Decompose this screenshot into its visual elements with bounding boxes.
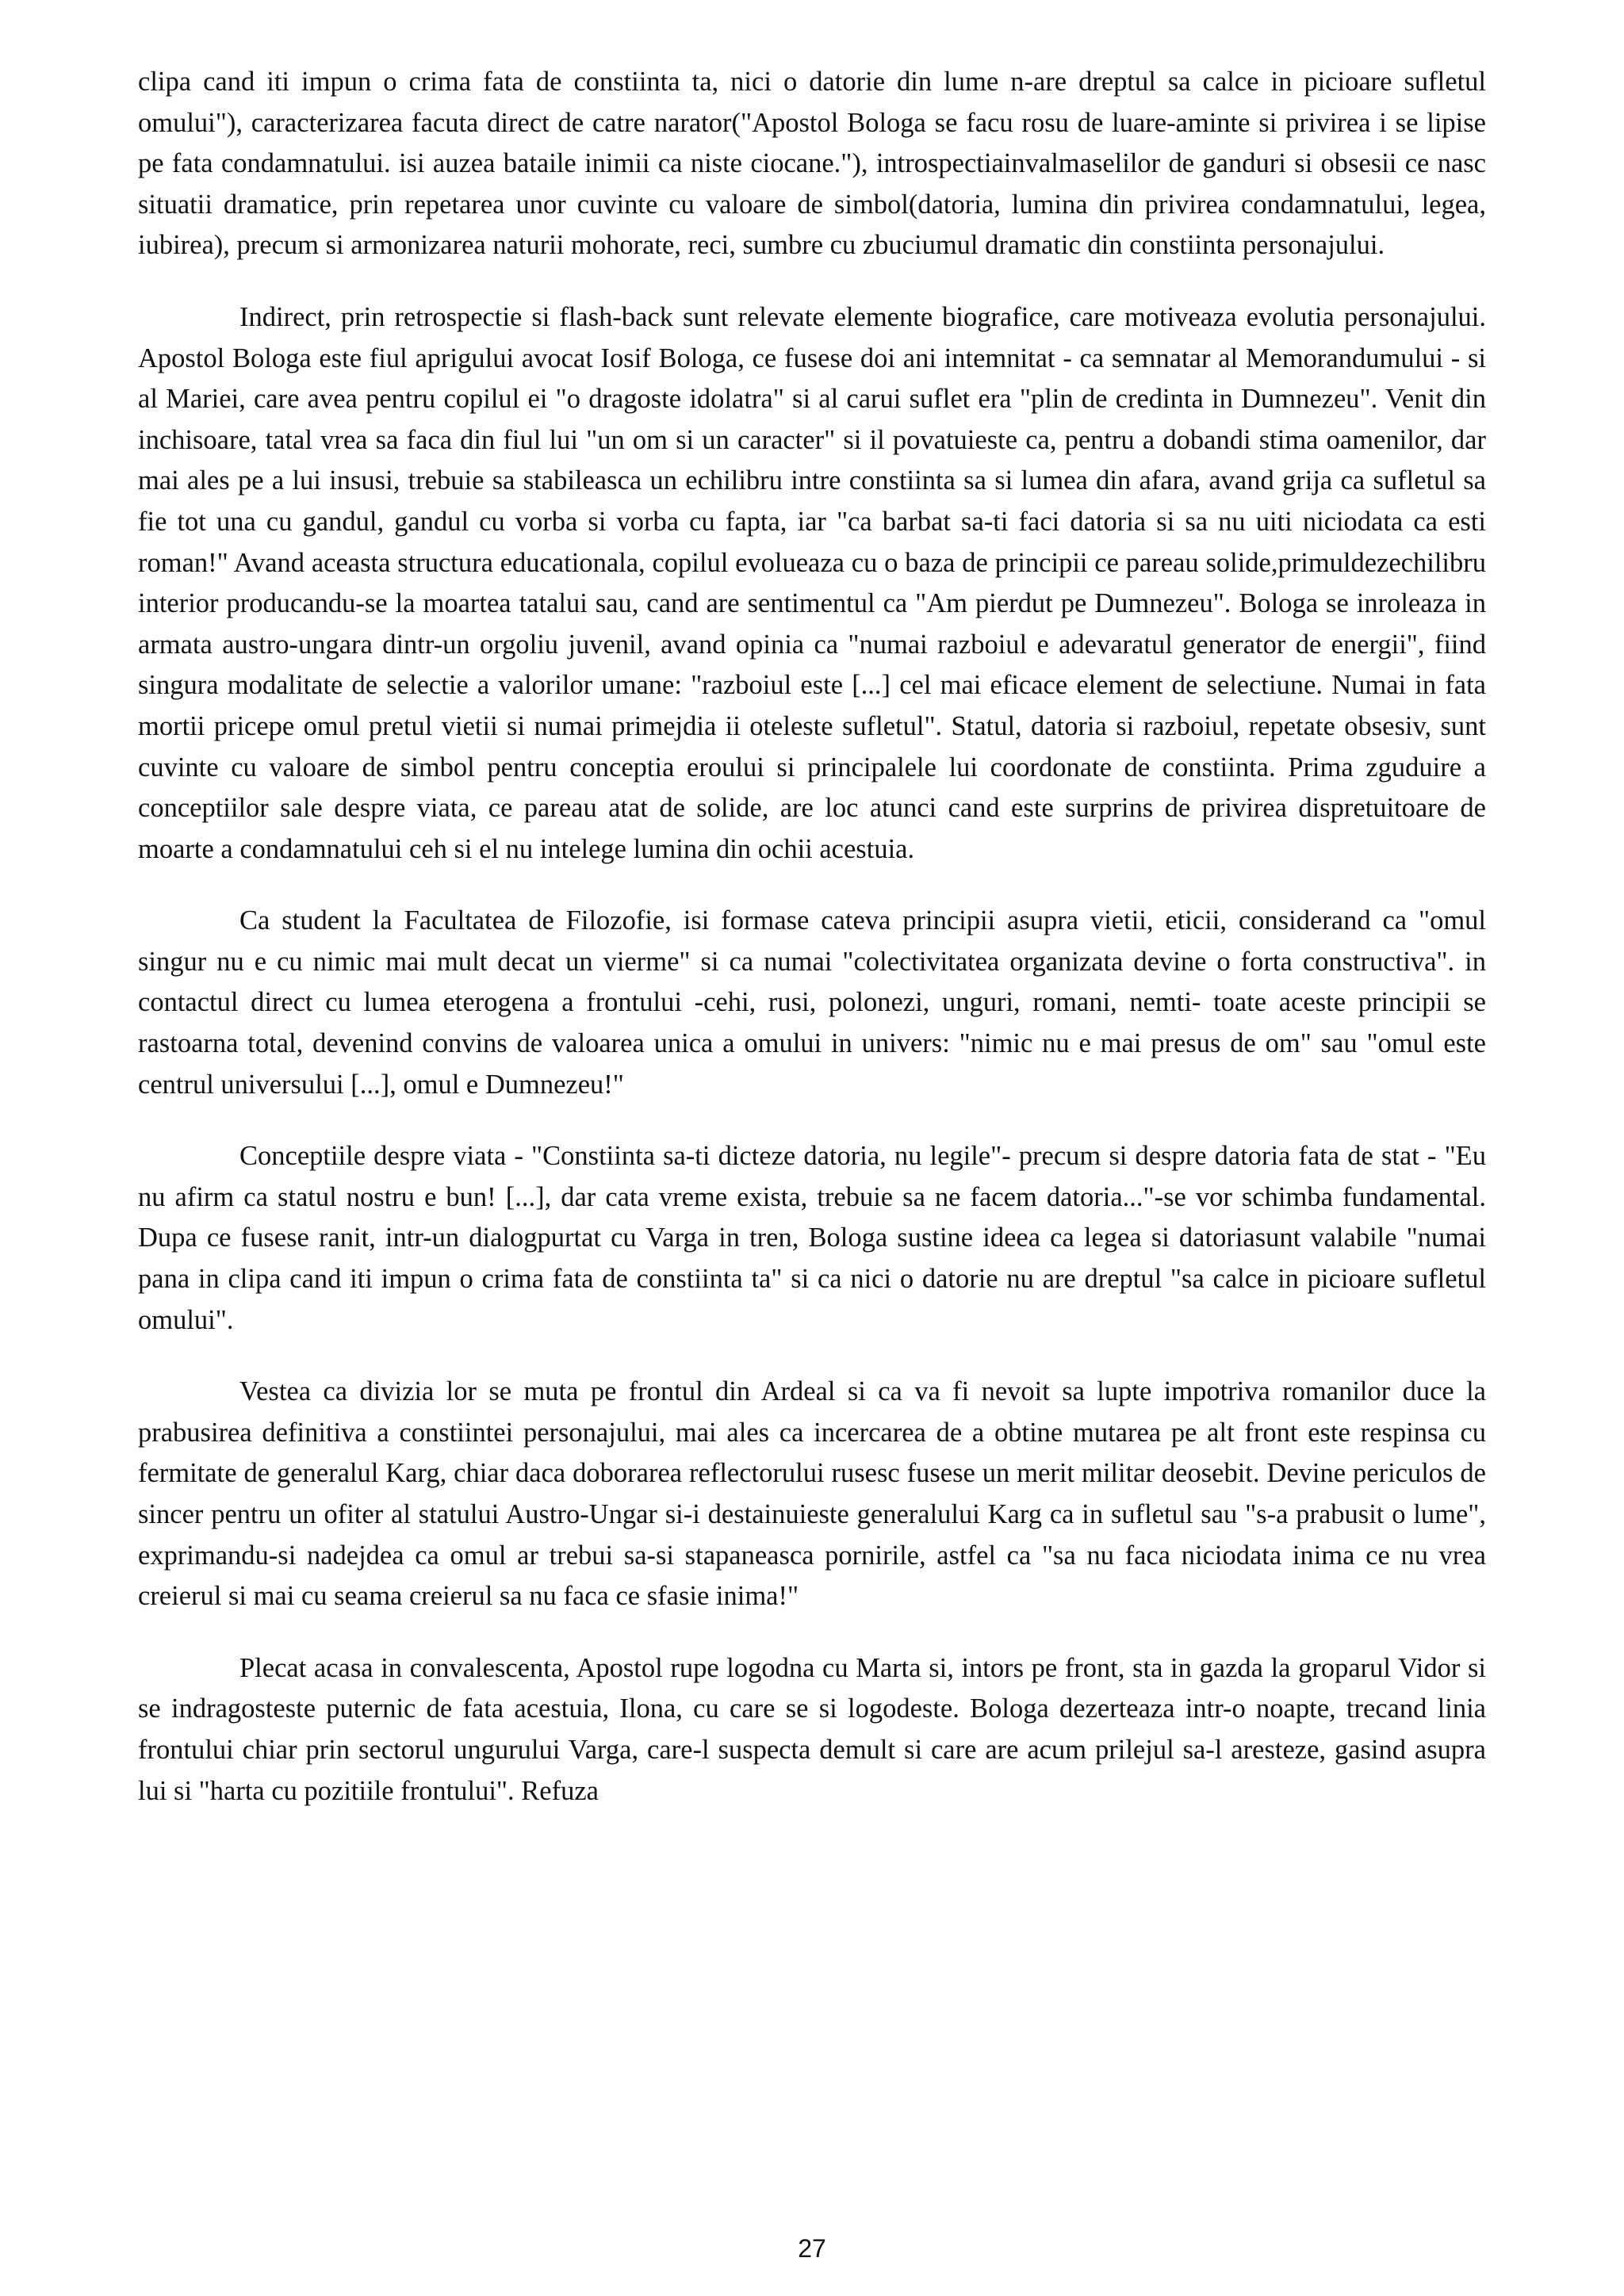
paragraph-3: Ca student la Facultatea de Filozofie, isi formase cateva principii asupra vietii, eticii, considerand ca "omul singur nu e cu nimic mai mult decat un vierme" si ca numai "colectivitatea organizata devine o forta constructiva". in contactul direct cu lumea eterogena a frontului -cehi, rusi, polonezi, unguri, romani, nemti- toate aceste principii se rastoarna total, devenind convins de valoarea unica a omului in univers: "nimic nu e mai presus de om" sau "omul este centrul universului [...], omul e Dumnezeu!" (138, 905, 1486, 1100)
page-number: 27 (798, 2234, 826, 2263)
paragraph-2: Indirect, prin retrospectie si flash-back sunt relevate elemente biografice, care motiveaza evolutia personajului. Apostol Bologa este fiul aprigului avocat Iosif Bologa, ce fusese doi ani intemnitat - ca semnatar al Memorandumului - si al Mariei, care avea pentru copilul ei "o dragoste idolatra" si al carui suflet era "plin de credinta in Dumnezeu". Venit din inchisoare, tatal vrea sa faca din fiul lui "un om si un caracter" si il povatuieste ca, pentru a dobandi stima oamenilor, dar mai ales pe a lui insusi, trebuie sa stabileasca un echilibru intre constiinta sa si lumea din afara, avand grija ca sufletul sa fie tot una cu gandul, gandul cu vorba si vorba cu fapta, iar "ca barbat sa-ti faci datoria si sa nu uiti niciodata ca esti roman!" Avand aceasta structura educationala, copilul evolueaza cu o baza de principii ce pareau solide,primuldezechilibru interior producandu-se la moartea tatalui sau, cand are sentimentul ca "Am pierdut pe Dumnezeu". Bologa se inroleaza in armata austro-ungara dintr-un orgoliu juvenil, avand opinia ca "numai razboiul e adevaratul generator de energii", fiind singura modalitate de selectie a valorilor umane: "razboiul este [...] cel mai eficace element de selectiune. Numai in fata mortii pricepe omul pretul vietii si numai primejdia ii oteleste sufletul". Statul, datoria si razboiul, repetate obsesiv, sunt cuvinte cu valoare de simbol pentru conceptia eroului si principalele lui coordonate de constiinta. Prima zguduire a conceptiilor sale despre viata, ce pareau atat de solide, are loc atunci cand este surprins de privirea dispretuitoare de moarte a condamnatului ceh si el nu intelege lumina din ochii acestuia. (138, 301, 1486, 864)
paragraph-6: Plecat acasa in convalescenta, Apostol rupe logodna cu Marta si, intors pe front, sta in gazda la groparul Vidor si se indragosteste puternic de fata acestuia, Ilona, cu care se si logodeste. Bologa dezerteaza intr-o noapte, trecand linia frontului chiar prin sectorul ungurului Varga, care-l suspecta demult si care are acum prilejul sa-l aresteze, gasind asupra lui si "harta cu pozitiile frontului". Refuza (138, 1652, 1486, 1806)
paragraph-4: Conceptiile despre viata - "Constiinta sa-ti dicteze datoria, nu legile"- precum si despre datoria fata de stat - "Eu nu afirm ca statul nostru e bun! [...], dar cata vreme exista, trebuie sa ne facem datoria..."-se vor schimba fundamental. Dupa ce fusese ranit, intr-un dialogpurtat cu Varga in tren, Bologa sustine ideea ca legea si datoriasunt valabile "numai pana in clipa cand iti impun o crima fata de constiinta ta" si ca nici o datorie nu are dreptul "sa calce in picioare sufletul omului". (138, 1141, 1486, 1335)
paragraph-5: Vestea ca divizia lor se muta pe frontul din Ardeal si ca va fi nevoit sa lupte impotriva romanilor duce la prabusirea definitiva a constiintei personajului, mai ales ca incercarea de a obtine mutarea pe alt front este respinsa cu fermitate de generalul Karg, chiar daca doborarea reflectorului rusesc fusese un merit militar deosebit. Devine periculos de sincer pentru un ofiter al statului Austro-Ungar si-i destainuieste generalului Karg ca in sufletul sau "s-a prabusit o lume", exprimandu-si nadejdea ca omul ar trebui sa-si stapaneasca pornirile, astfel ca "sa nu faca niciodata inima ce nu vrea creierul si mai cu seama creierul sa nu faca ce sfasie inima!" (138, 1376, 1486, 1612)
document-page (138, 62, 1486, 1812)
paragraph-1: clipa cand iti impun o crima fata de constiinta ta, nici o datorie din lume n-are dreptul sa calce in picioare sufletul omului"), caracterizarea facuta direct de catre narator("Apostol Bologa se facu rosu de luare-aminte si privirea i se lipise pe fata condamnatului. isi auzea bataile inimii ca niste ciocane."), introspectiainvalmaselilor de ganduri si obsesii ce nasc situatii dramatice, prin repetarea unor cuvinte cu valoare de simbol(datoria, lumina din privirea condamnatului, legea, iubirea), precum si armonizarea naturii mohorate, reci, sumbre cu zbuciumul dramatic din constiinta personajului. (138, 67, 1486, 261)
